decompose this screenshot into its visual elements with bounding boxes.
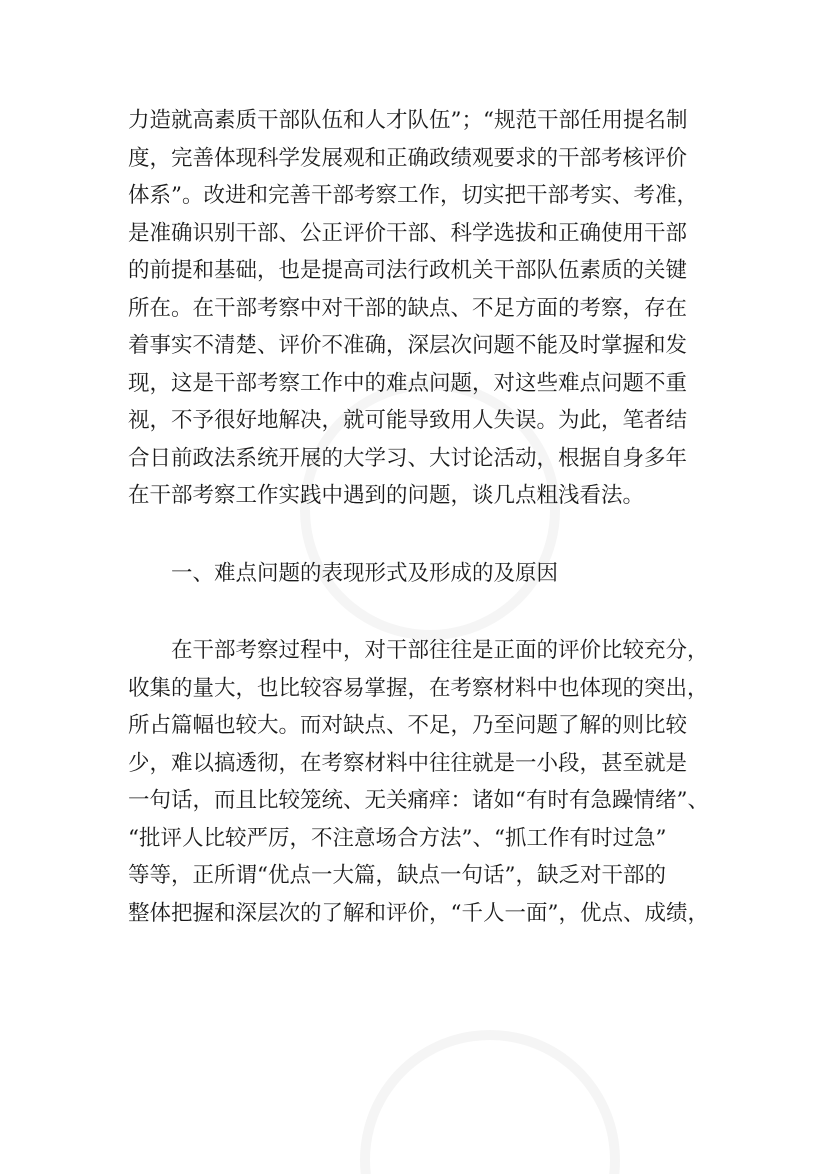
spacer: [128, 592, 728, 632]
paragraph-intro: [128, 102, 728, 515]
text-line: 的前提和基础，也是提高司法行政机关干部队伍素质的关键: [128, 258, 688, 283]
text-line: 度，完善体现科学发展观和正确政绩观要求的干部考核评价: [128, 145, 688, 171]
text-line: 少，难以搞透彻，在考察材料中往往就是一小段，甚至就是: [128, 750, 688, 776]
text-line: 整体把握和深层次的了解和评价，“千人一面”，优点、成绩，: [128, 900, 709, 926]
text-line: 力造就高素质干部队伍和人才队伍”；“规范干部任用提名制: [128, 108, 688, 133]
text-line: 现，这是干部考察工作中的难点问题，对这些难点问题不重: [128, 370, 688, 396]
text-line: 体系”。改进和完善干部考察工作，切实把干部考实、考准，: [128, 183, 698, 208]
text-line: 视，不予很好地解决，就可能导致用人失误。为此，笔者结: [128, 408, 688, 433]
text-line: 在干部考察过程中，对干部往往是正面的评价比较充分，: [171, 638, 709, 663]
text-line: 所在。在干部考察中对干部的缺点、不足方面的考察，存在: [128, 295, 688, 321]
text-line: 合日前政法系统开展的大学习、大讨论活动，根据自身多年: [128, 445, 688, 471]
section-heading: 一、难点问题的表现形式及形成的及原因: [171, 560, 559, 586]
paragraph-section-one: [128, 632, 728, 932]
text-line: 在干部考察工作实践中遇到的问题，谈几点粗浅看法。: [128, 483, 645, 508]
text-line: 一句话，而且比较笼统、无关痛痒：诸如“有时有急躁情绪”、: [128, 788, 709, 813]
text-line: “批评人比较严厉，不注意场合方法”、“抓工作有时过急”: [128, 825, 667, 851]
text-line: 着事实不清楚、评价不准确，深层次问题不能及时掌握和发: [128, 333, 688, 358]
text-line: 是准确识别干部、公正评价干部、科学选拔和正确使用干部: [128, 220, 688, 246]
text-line: 收集的量大，也比较容易掌握，在考察材料中也体现的突出，: [128, 675, 709, 701]
spacer: [128, 515, 728, 555]
document-body: [128, 102, 728, 932]
watermark-seal-lower: [312, 982, 667, 1174]
text-line: 等等，正所谓“优点一大篇，缺点一句话”，缺乏对干部的: [128, 863, 666, 888]
text-line: 所占篇幅也较大。而对缺点、不足，乃至问题了解的则比较: [128, 713, 688, 738]
